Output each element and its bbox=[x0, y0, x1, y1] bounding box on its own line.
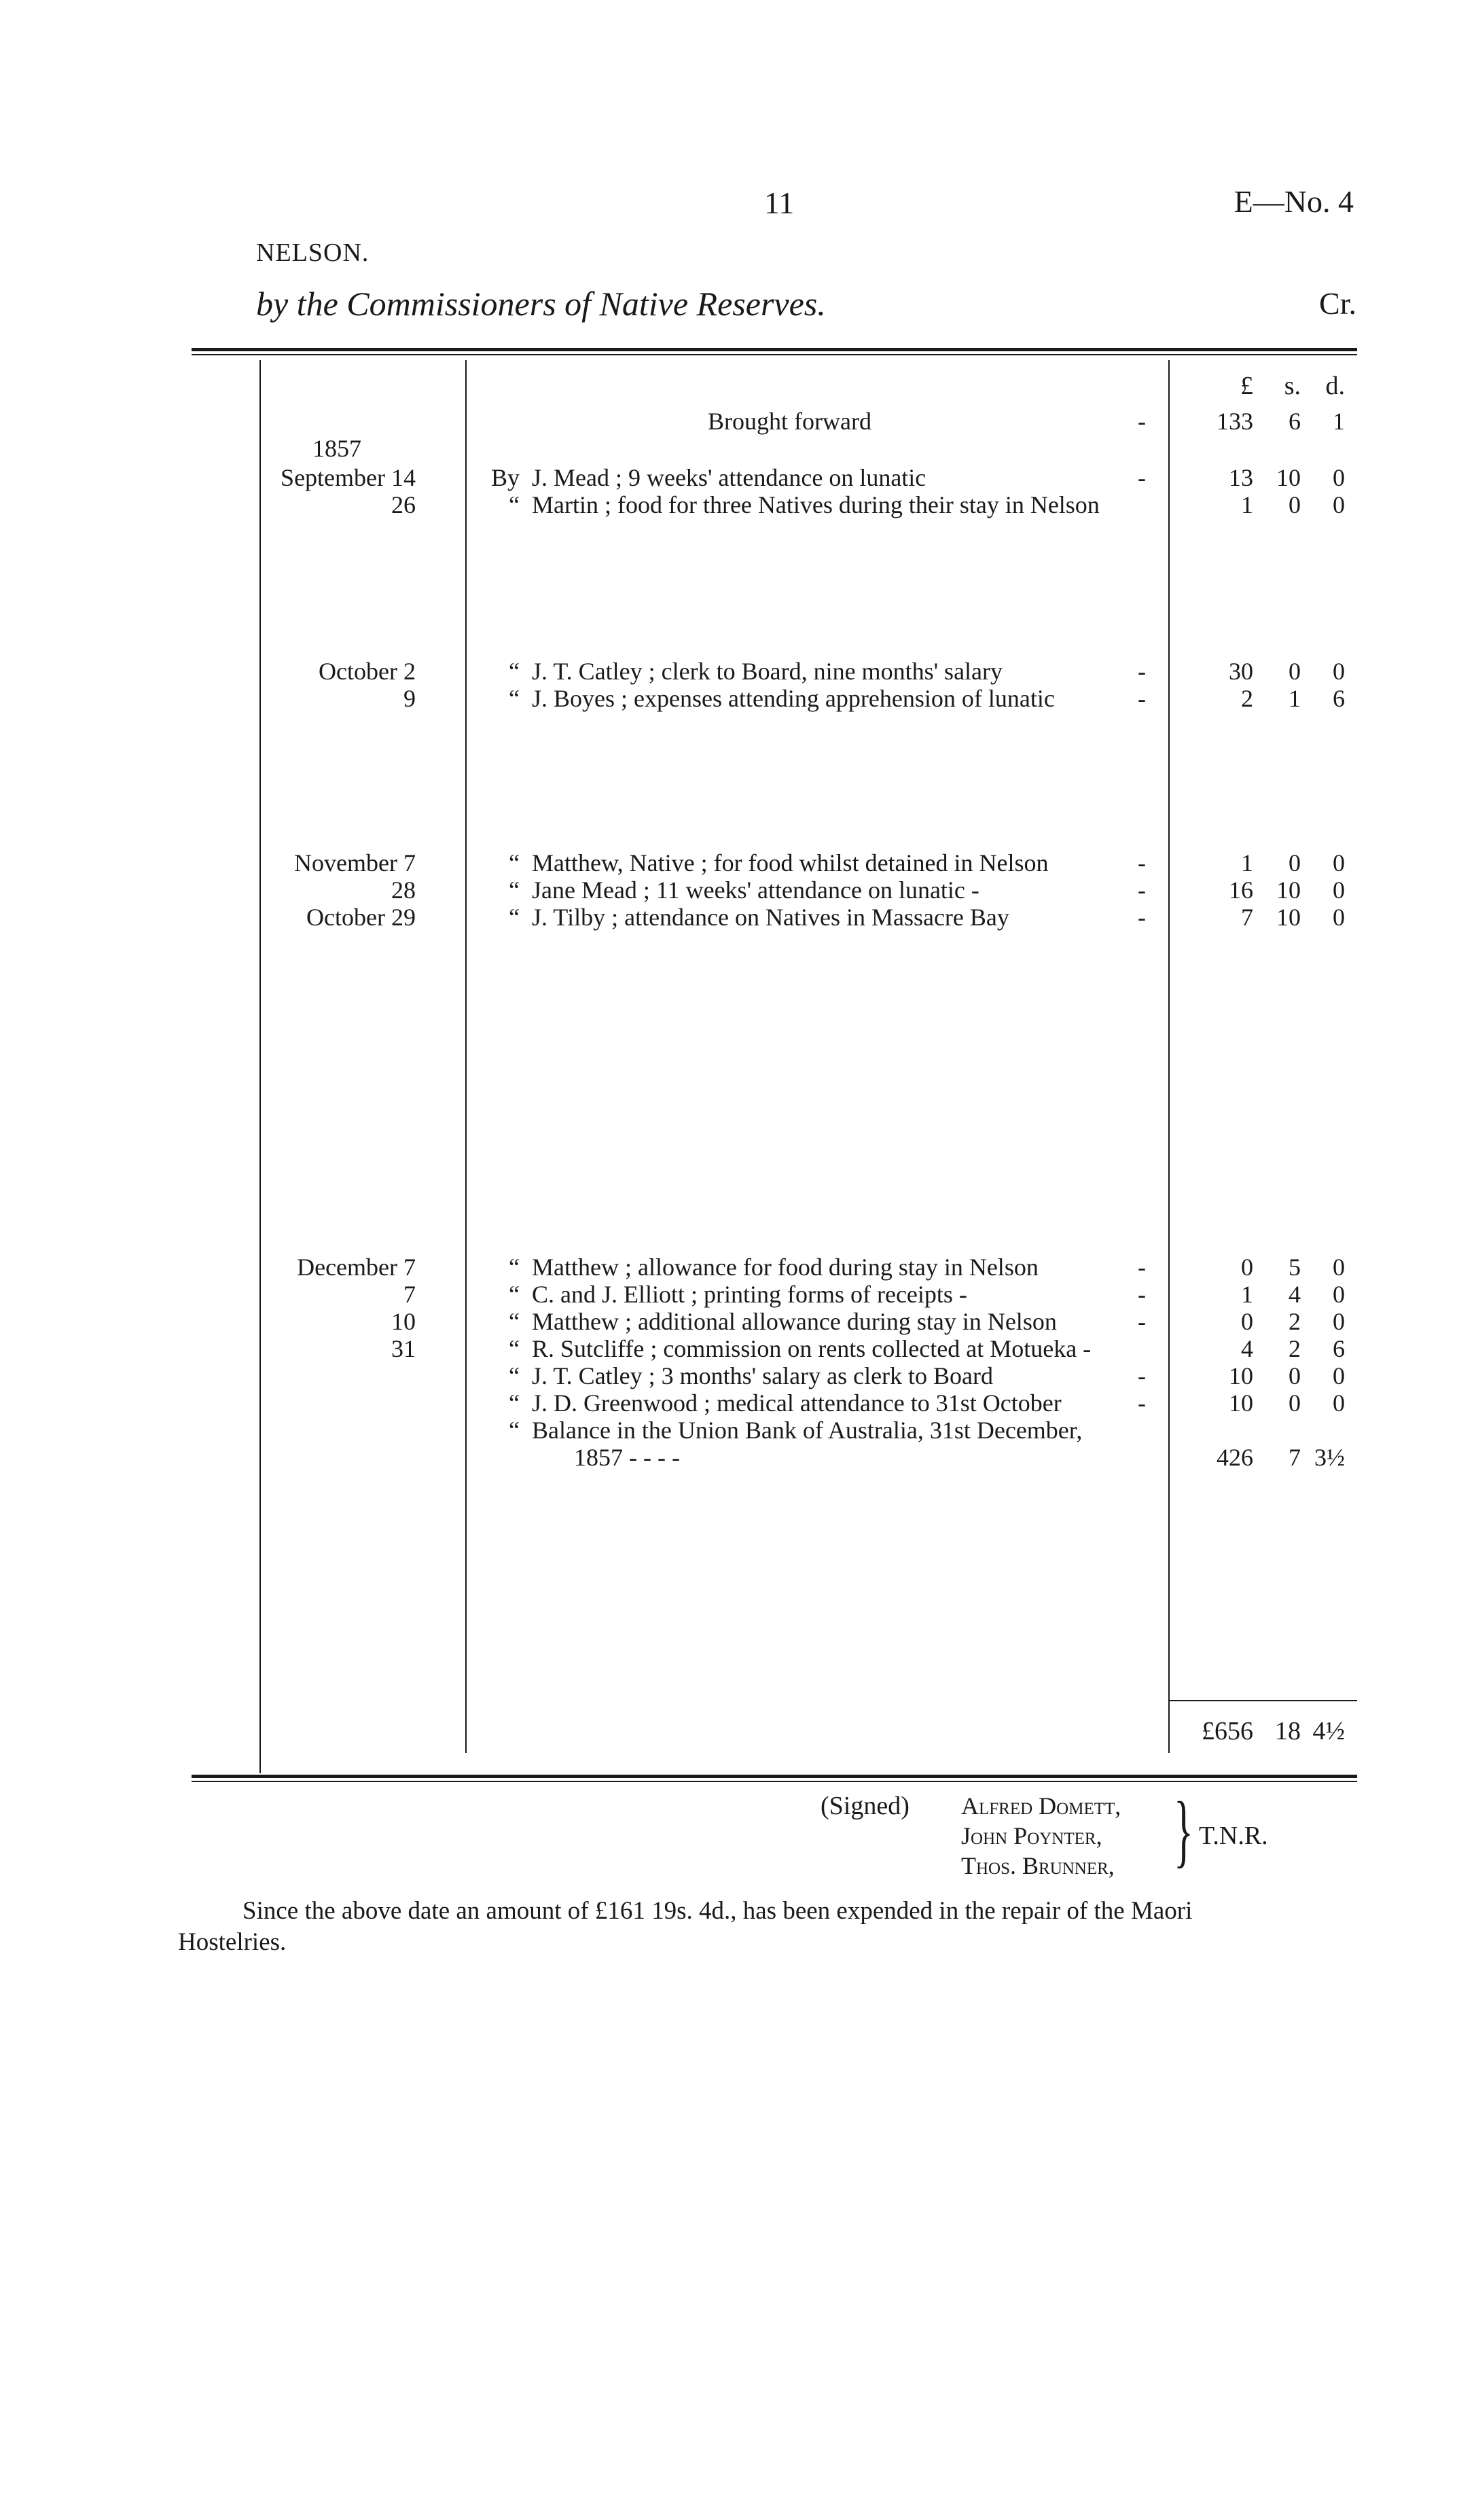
entry-mark: “ bbox=[509, 1389, 520, 1417]
pounds-header: £ bbox=[1240, 372, 1253, 400]
amount-column-rule bbox=[1168, 360, 1170, 1753]
bottom-rule bbox=[192, 1775, 1357, 1778]
ledger-row bbox=[0, 408, 1476, 435]
entry-mark: “ bbox=[509, 1281, 520, 1308]
document-reference: E—No. 4 bbox=[1234, 184, 1354, 219]
entry-pence: 0 bbox=[1333, 849, 1345, 876]
entry-date: October 2 bbox=[319, 658, 416, 685]
ledger-row bbox=[0, 849, 1476, 876]
total-pence: 4½ bbox=[1312, 1717, 1345, 1745]
signatory-names bbox=[961, 1791, 1121, 1881]
entry-shillings: 10 bbox=[1276, 876, 1301, 904]
entry-pence: 0 bbox=[1333, 1281, 1345, 1308]
entry-dash: - bbox=[1138, 464, 1146, 491]
entry-date: October 29 bbox=[306, 904, 416, 931]
ledger-row bbox=[0, 904, 1476, 931]
entry-shillings: 5 bbox=[1289, 1254, 1301, 1281]
entry-description: Brought forward bbox=[708, 408, 871, 435]
date-column-right-rule bbox=[465, 360, 467, 1753]
entry-mark: “ bbox=[509, 491, 520, 518]
place-heading: NELSON. bbox=[256, 238, 370, 267]
entry-pounds: 4 bbox=[1241, 1335, 1253, 1362]
top-rule-thin bbox=[192, 354, 1357, 355]
ledger-row bbox=[0, 876, 1476, 904]
entry-description: R. Sutcliffe ; commission on rents collected at Motueka - bbox=[532, 1335, 1092, 1362]
ledger-row bbox=[0, 1444, 1476, 1471]
entry-pounds: 0 bbox=[1241, 1308, 1253, 1335]
entry-pence: 6 bbox=[1333, 1335, 1345, 1362]
ledger-row bbox=[0, 1281, 1476, 1308]
entry-pounds: 1 bbox=[1241, 849, 1253, 876]
entry-pence: 0 bbox=[1333, 1389, 1345, 1417]
entry-mark: “ bbox=[509, 685, 520, 712]
entry-mark: “ bbox=[509, 1362, 520, 1389]
pence-header: d. bbox=[1325, 372, 1345, 400]
entry-mark: “ bbox=[509, 1254, 520, 1281]
entry-dash: - bbox=[1138, 685, 1146, 712]
entry-description: J. T. Catley ; clerk to Board, nine months' salary bbox=[532, 658, 1003, 685]
entry-dash: - bbox=[1138, 1308, 1146, 1335]
ledger-row bbox=[0, 1308, 1476, 1335]
date-column-left-rule bbox=[259, 360, 261, 1773]
entry-pounds: 10 bbox=[1229, 1389, 1253, 1417]
entry-description: Martin ; food for three Natives during their stay in Nelson bbox=[532, 491, 1100, 518]
entry-pounds: 2 bbox=[1241, 685, 1253, 712]
signed-label: (Signed) bbox=[821, 1792, 910, 1820]
signatory-name: John Poynter, bbox=[961, 1822, 1102, 1849]
credit-side-label: Cr. bbox=[1319, 286, 1356, 321]
entry-pence: 3½ bbox=[1314, 1444, 1345, 1471]
entry-date: September 14 bbox=[281, 464, 416, 491]
total-shillings: 18 bbox=[1275, 1717, 1301, 1745]
amount-header-row bbox=[0, 372, 1476, 400]
entry-mark: “ bbox=[509, 849, 520, 876]
entry-description: Jane Mead ; 11 weeks' attendance on lunatic - bbox=[532, 876, 979, 904]
entry-description: J. T. Catley ; 3 months' salary as clerk to Board bbox=[532, 1362, 994, 1389]
entry-pounds: 30 bbox=[1229, 658, 1253, 685]
entry-date: 31 bbox=[391, 1335, 416, 1362]
entry-mark: “ bbox=[509, 658, 520, 685]
entry-pence: 0 bbox=[1333, 491, 1345, 518]
entry-description: J. Tilby ; attendance on Natives in Massacre Bay bbox=[532, 904, 1009, 931]
entry-description: C. and J. Elliott ; printing forms of receipts - bbox=[532, 1281, 967, 1308]
entry-dash: - bbox=[1138, 1389, 1146, 1417]
ledger-row bbox=[0, 435, 1476, 462]
entry-shillings: 4 bbox=[1289, 1281, 1301, 1308]
entry-date: 26 bbox=[391, 491, 416, 518]
entry-mark: “ bbox=[509, 904, 520, 931]
total-rule bbox=[1170, 1700, 1357, 1701]
entry-pounds: 16 bbox=[1229, 876, 1253, 904]
entry-mark: “ bbox=[509, 1417, 520, 1444]
entry-shillings: 10 bbox=[1276, 464, 1301, 491]
top-rule bbox=[192, 348, 1357, 351]
ledger-row bbox=[0, 1362, 1476, 1389]
ledger-row bbox=[0, 1254, 1476, 1281]
entry-shillings: 0 bbox=[1289, 491, 1301, 518]
entry-pounds: 13 bbox=[1229, 464, 1253, 491]
entry-mark: “ bbox=[509, 1335, 520, 1362]
entry-pence: 0 bbox=[1333, 1254, 1345, 1281]
bottom-rule-thin bbox=[192, 1781, 1357, 1782]
ledger-row bbox=[0, 464, 1476, 491]
entry-mark: By bbox=[490, 464, 520, 491]
entry-pence: 0 bbox=[1333, 904, 1345, 931]
entry-shillings: 2 bbox=[1289, 1335, 1301, 1362]
shillings-header: s. bbox=[1284, 372, 1301, 400]
entry-pounds: 1 bbox=[1241, 1281, 1253, 1308]
entry-pounds: 1 bbox=[1241, 491, 1253, 518]
entry-dash: - bbox=[1138, 876, 1146, 904]
entry-date: 9 bbox=[403, 685, 416, 712]
entry-pence: 0 bbox=[1333, 464, 1345, 491]
entry-shillings: 0 bbox=[1289, 849, 1301, 876]
entry-dash: - bbox=[1138, 408, 1146, 435]
account-subtitle: by the Commissioners of Native Reserves. bbox=[256, 285, 826, 323]
entry-pounds: 0 bbox=[1241, 1254, 1253, 1281]
entry-dash: - bbox=[1138, 658, 1146, 685]
entry-date: 7 bbox=[403, 1281, 416, 1308]
entry-description: 1857 - - - - bbox=[574, 1444, 680, 1471]
entry-dash: - bbox=[1138, 1254, 1146, 1281]
entry-pence: 0 bbox=[1333, 1308, 1345, 1335]
signatory-title: T.N.R. bbox=[1199, 1822, 1268, 1850]
entry-date: November 7 bbox=[294, 849, 416, 876]
ledger-row bbox=[0, 1389, 1476, 1417]
entry-pounds: 426 bbox=[1217, 1444, 1253, 1471]
entry-description: Balance in the Union Bank of Australia, 31st December, bbox=[532, 1417, 1083, 1444]
ledger-row bbox=[0, 1335, 1476, 1362]
entry-shillings: 0 bbox=[1289, 1362, 1301, 1389]
entry-shillings: 0 bbox=[1289, 1389, 1301, 1417]
entry-shillings: 7 bbox=[1289, 1444, 1301, 1471]
total-pounds: £656 bbox=[1202, 1717, 1253, 1745]
entry-description: Matthew ; additional allowance during stay in Nelson bbox=[532, 1308, 1057, 1335]
signatory-name: Thos. Brunner, bbox=[961, 1852, 1115, 1879]
entry-description: J. Boyes ; expenses attending apprehension of lunatic bbox=[532, 685, 1055, 712]
entry-dash: - bbox=[1138, 1281, 1146, 1308]
ledger-row bbox=[0, 685, 1476, 712]
entry-description: Matthew, Native ; for food whilst detained in Nelson bbox=[532, 849, 1049, 876]
entry-dash: - bbox=[1138, 849, 1146, 876]
entry-shillings: 10 bbox=[1276, 904, 1301, 931]
entry-shillings: 6 bbox=[1289, 408, 1301, 435]
ledger-row bbox=[0, 491, 1476, 518]
entry-description: J. D. Greenwood ; medical attendance to 31st October bbox=[532, 1389, 1062, 1417]
total-row bbox=[0, 1718, 1476, 1745]
entry-description: J. Mead ; 9 weeks' attendance on lunatic bbox=[532, 464, 926, 491]
page-number: 11 bbox=[764, 185, 795, 220]
entry-pence: 0 bbox=[1333, 876, 1345, 904]
entry-pence: 1 bbox=[1333, 408, 1345, 435]
signature-brace: } bbox=[1174, 1785, 1193, 1875]
entry-pence: 6 bbox=[1333, 685, 1345, 712]
entry-dash: - bbox=[1138, 1362, 1146, 1389]
entry-description: Matthew ; allowance for food during stay in Nelson bbox=[532, 1254, 1039, 1281]
entry-mark: “ bbox=[509, 1308, 520, 1335]
entry-date: 10 bbox=[391, 1308, 416, 1335]
entry-shillings: 2 bbox=[1289, 1308, 1301, 1335]
signatory-name: Alfred Domett, bbox=[961, 1792, 1121, 1820]
ledger-row bbox=[0, 658, 1476, 685]
entry-pence: 0 bbox=[1333, 658, 1345, 685]
ledger-row bbox=[0, 1417, 1476, 1444]
entry-date: December 7 bbox=[297, 1254, 416, 1281]
entry-pounds: 7 bbox=[1241, 904, 1253, 931]
entry-mark: “ bbox=[509, 876, 520, 904]
expenditure-note: Since the above date an amount of £161 19s. 4d., has been expended in the repair of the Maori Hostelries. bbox=[178, 1897, 1193, 1956]
entry-shillings: 0 bbox=[1289, 658, 1301, 685]
entry-shillings: 1 bbox=[1289, 685, 1301, 712]
entry-pounds: 133 bbox=[1217, 408, 1253, 435]
entry-pence: 0 bbox=[1333, 1362, 1345, 1389]
entry-dash: - bbox=[1138, 904, 1146, 931]
entry-date: 28 bbox=[391, 876, 416, 904]
entry-date: 1857 bbox=[312, 435, 361, 462]
entry-pounds: 10 bbox=[1229, 1362, 1253, 1389]
